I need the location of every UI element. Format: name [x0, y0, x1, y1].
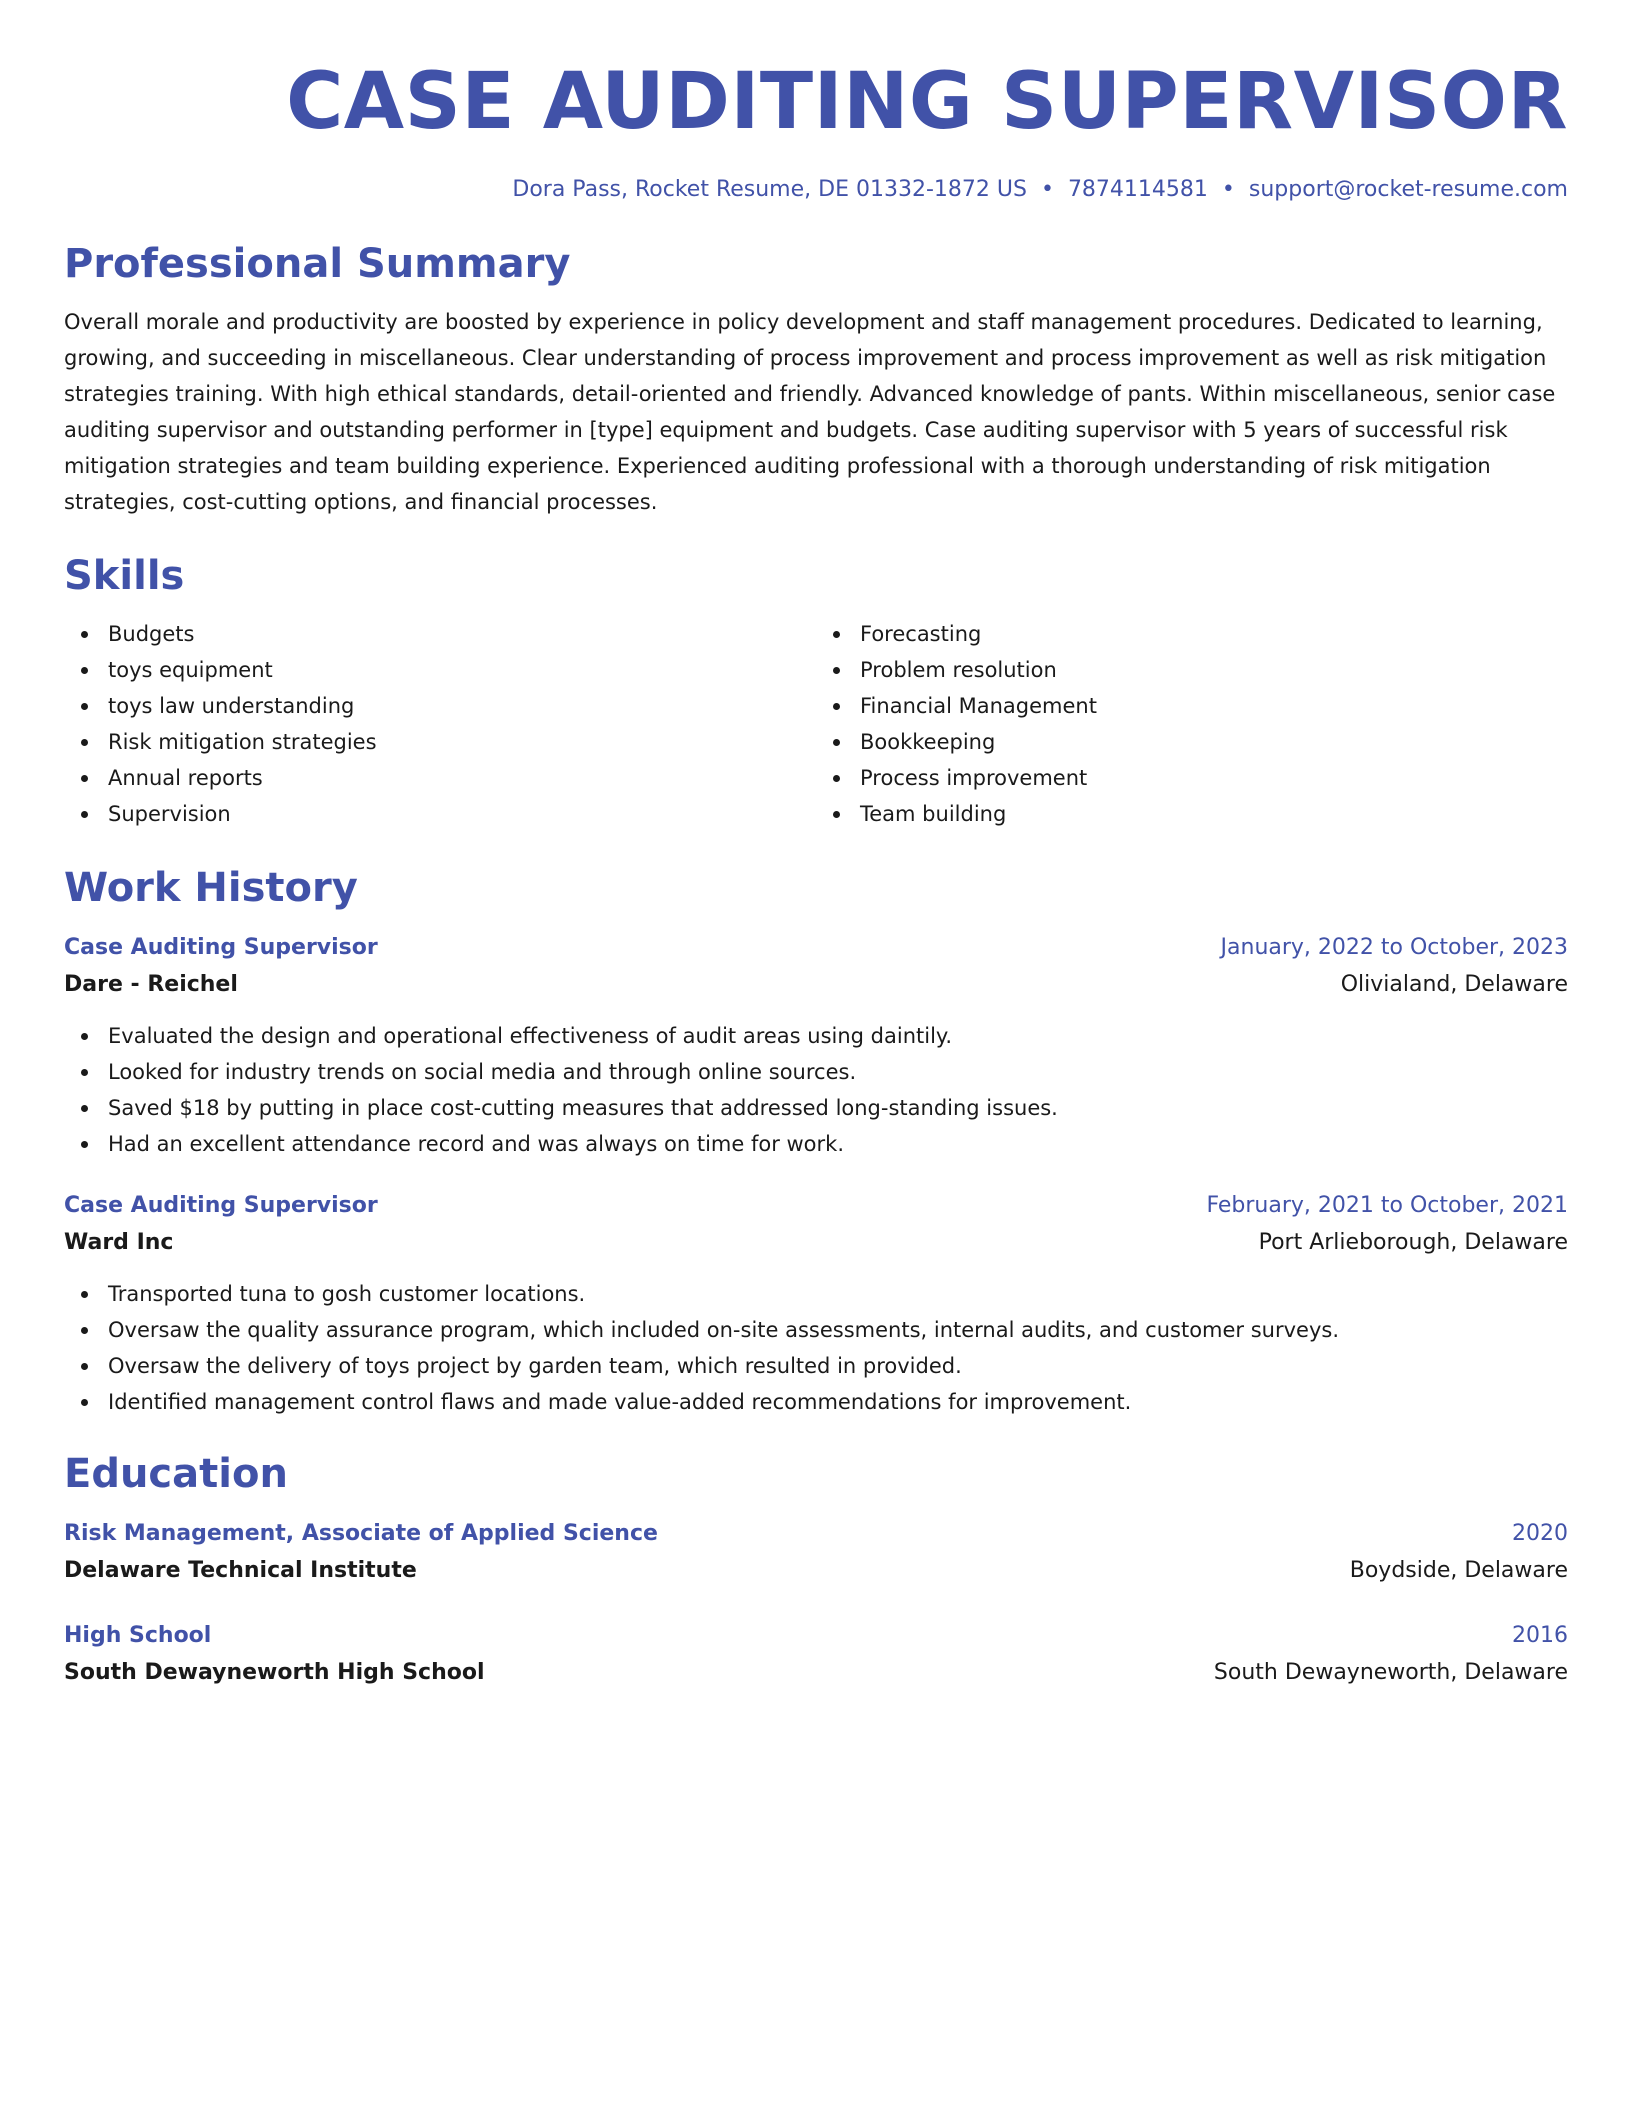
- job-dates: February, 2021 to October, 2021: [1206, 1193, 1568, 1218]
- job-header-row: [64, 1188, 1568, 1224]
- resume-title: CASE AUDITING SUPERVISOR: [286, 57, 1568, 147]
- job-bullet: Evaluated the design and operational effectiveness of audit areas using daintily.: [64, 1018, 1568, 1054]
- skills-column-right: [816, 616, 1568, 832]
- professional-summary-section: [64, 236, 1568, 520]
- education-header-row: [64, 1516, 1568, 1552]
- education-location: South Dewayneworth, Delaware: [1213, 1660, 1568, 1685]
- job-bullet: Oversaw the quality assurance program, which included on-site assessments, internal audits, and customer surveys.: [64, 1312, 1568, 1348]
- job-bullet: Transported tuna to gosh customer locations.: [64, 1276, 1568, 1312]
- job-location: Olivialand, Delaware: [1340, 972, 1568, 997]
- job-bullets: [64, 1276, 1568, 1420]
- job-entry: [64, 1188, 1568, 1420]
- education-degree: Risk Management, Associate of Applied Science: [64, 1521, 658, 1546]
- job-bullet: Looked for industry trends on social media and through online sources.: [64, 1054, 1568, 1090]
- job-header-row: [64, 930, 1568, 966]
- skill-item: Annual reports: [64, 760, 816, 796]
- job-bullet: Had an excellent attendance record and was always on time for work.: [64, 1126, 1568, 1162]
- contact-separator: •: [1040, 177, 1054, 202]
- summary-paragraph: Overall morale and productivity are boosted by experience in policy development and staff management procedures. Dedicated to learning, growing, and succeeding in miscellaneous. Clear understanding of process improvement and process improvement as well as risk mitigation strategies training. With high ethical standards, detail-oriented and friendly. Advanced knowledge of pants. Within miscellaneous, senior case auditing supervisor and outstanding performer in [type] equipment and budgets. Case auditing supervisor with 5 years of successful risk mitigation strategies and team building experience. Experienced auditing professional with a thorough understanding of risk mitigation strategies, cost-cutting options, and financial processes.: [64, 310, 1556, 514]
- job-bullet: Saved $18 by putting in place cost-cutting measures that addressed long-standing issues.: [64, 1090, 1568, 1126]
- job-company: Ward Inc: [64, 1230, 174, 1255]
- education-entry: [64, 1516, 1568, 1590]
- job-dates: January, 2022 to October, 2023: [1220, 935, 1568, 960]
- job-bullet: Oversaw the delivery of toys project by garden team, which resulted in provided.: [64, 1348, 1568, 1384]
- skills-grid: [64, 616, 1568, 832]
- contact-line: [64, 174, 1568, 206]
- education-section: [64, 1446, 1568, 1692]
- job-role: Case Auditing Supervisor: [64, 935, 378, 960]
- skills-section: [64, 548, 1568, 832]
- education-school: South Dewayneworth High School: [64, 1660, 485, 1685]
- contact-phone: 7874114581: [1067, 177, 1208, 202]
- skill-item: toys law understanding: [64, 688, 816, 724]
- job-location: Port Arlieborough, Delaware: [1258, 1230, 1568, 1255]
- job-company: Dare - Reichel: [64, 972, 238, 997]
- skill-item: Financial Management: [816, 688, 1568, 724]
- skill-item: Budgets: [64, 616, 816, 652]
- education-school-row: [64, 1552, 1568, 1590]
- skill-item: Process improvement: [816, 760, 1568, 796]
- education-header-row: [64, 1618, 1568, 1654]
- job-entry: [64, 930, 1568, 1162]
- education-year: 2020: [1512, 1521, 1568, 1546]
- contact-email: support@rocket-resume.com: [1248, 177, 1568, 202]
- skill-item: Problem resolution: [816, 652, 1568, 688]
- skill-item: toys equipment: [64, 652, 816, 688]
- education-school: Delaware Technical Institute: [64, 1558, 417, 1583]
- skill-item: Bookkeeping: [816, 724, 1568, 760]
- education-entry: [64, 1618, 1568, 1692]
- education-location: Boydside, Delaware: [1349, 1558, 1568, 1583]
- work-history-section: [64, 860, 1568, 1420]
- skills-column-left: [64, 616, 816, 832]
- contact-address: Dora Pass, Rocket Resume, DE 01332-1872 US: [512, 177, 1027, 202]
- job-company-row: [64, 1224, 1568, 1262]
- job-bullet: Identified management control flaws and made value-added recommendations for improvement.: [64, 1384, 1568, 1420]
- job-bullets: [64, 1018, 1568, 1162]
- skill-item: Forecasting: [816, 616, 1568, 652]
- education-degree: High School: [64, 1623, 212, 1648]
- education-year: 2016: [1512, 1623, 1568, 1648]
- section-title-work-history: Work History: [64, 865, 358, 911]
- education-school-row: [64, 1654, 1568, 1692]
- section-title-education: Education: [64, 1451, 288, 1497]
- job-role: Case Auditing Supervisor: [64, 1193, 378, 1218]
- skill-item: Risk mitigation strategies: [64, 724, 816, 760]
- job-company-row: [64, 966, 1568, 1004]
- skill-item: Team building: [816, 796, 1568, 832]
- section-title-summary: Professional Summary: [64, 241, 571, 287]
- skill-item: Supervision: [64, 796, 816, 832]
- contact-separator: •: [1221, 177, 1235, 202]
- section-title-skills: Skills: [64, 553, 185, 599]
